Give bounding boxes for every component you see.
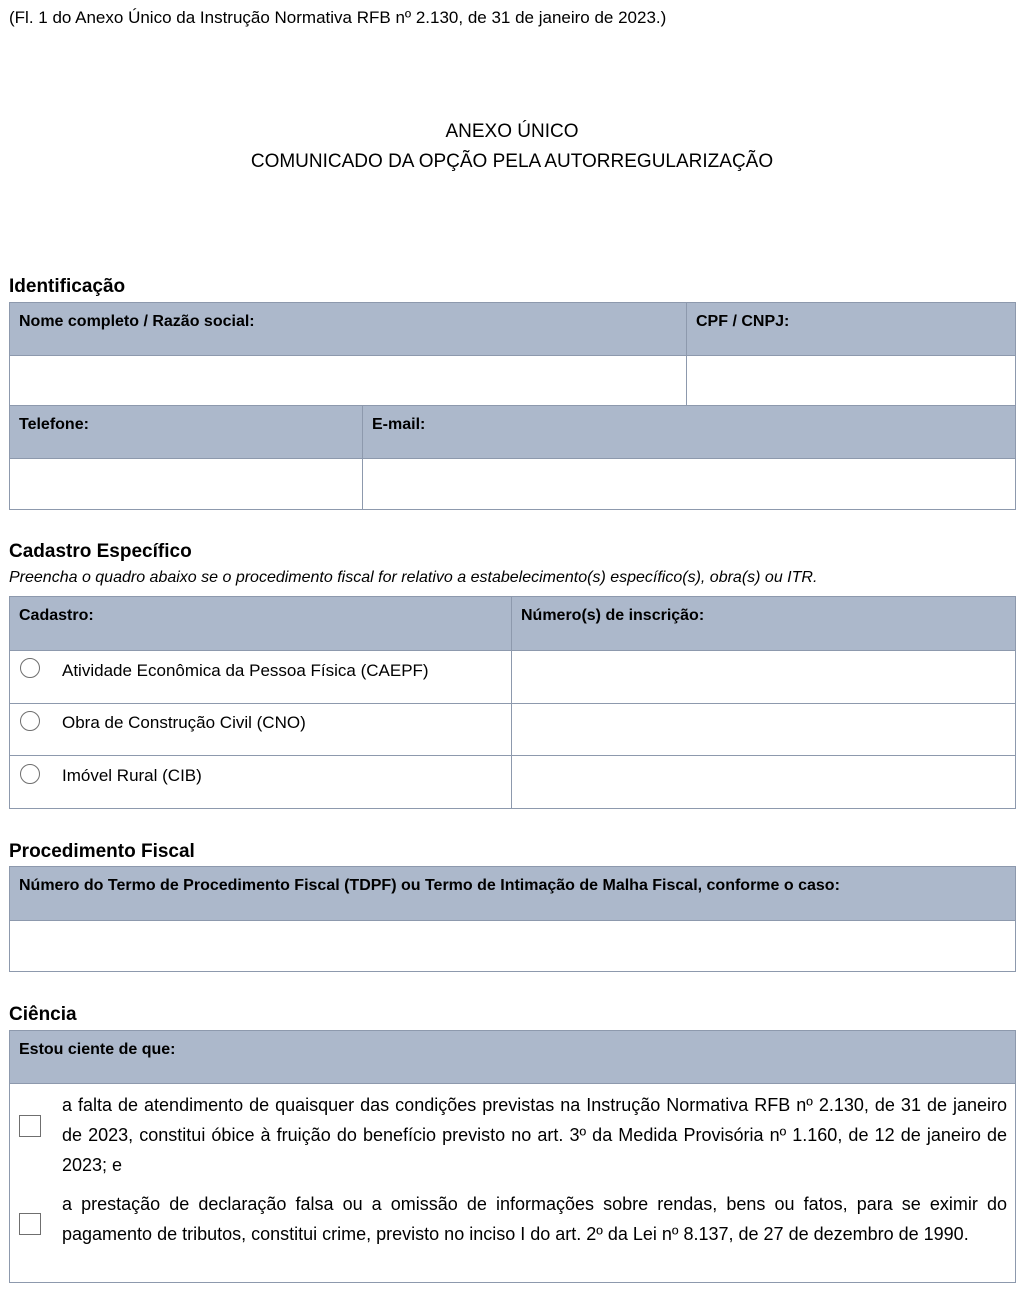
section-title-procedimento: Procedimento Fiscal — [9, 841, 195, 862]
telefone-field[interactable] — [9, 458, 363, 510]
cno-option-label: Obra de Construção Civil (CNO) — [62, 713, 306, 732]
tdpf-label: Número do Termo de Procedimento Fiscal (TDPF) ou Termo de Intimação de Malha Fiscal, conforme o caso: — [9, 866, 1016, 921]
ciencia-checkbox-1[interactable] — [19, 1115, 41, 1137]
section-title-cadastro: Cadastro Específico — [9, 541, 192, 562]
section-title-identificacao: Identificação — [9, 276, 126, 297]
tdpf-field[interactable] — [9, 920, 1016, 972]
caepf-radio[interactable] — [20, 658, 40, 678]
caepf-option-label: Atividade Econômica da Pessoa Física (CAEPF) — [62, 661, 429, 680]
cno-numero-field[interactable] — [511, 703, 1016, 756]
telefone-label: Telefone: — [9, 405, 363, 459]
document-subtitle: COMUNICADO DA OPÇÃO PELA AUTORREGULARIZAÇÃO — [250, 151, 774, 172]
cadastro-label: Cadastro: — [9, 596, 512, 651]
ciencia-box — [9, 1083, 1016, 1283]
email-field[interactable] — [362, 458, 1016, 510]
section-title-ciencia: Ciência — [9, 1004, 77, 1025]
ciencia-label: Estou ciente de que: — [9, 1030, 1016, 1084]
cib-radio[interactable] — [20, 764, 40, 784]
cadastro-option-row — [9, 650, 512, 704]
ciencia-item-1: a falta de atendimento de quaisquer das condições previstas na Instrução Normativa RFB nº 2.130, de 31 de janeiro de 2023, constitui óbice à fruição do benefício previsto no art. 3º da Medida Provisória nº 1.160, de 12 de janeiro de 2023; e — [62, 1095, 1007, 1175]
document-header-note: (Fl. 1 do Anexo Único da Instrução Normativa RFB nº 2.130, de 31 de janeiro de 2023.) — [9, 8, 667, 27]
email-label: E-mail: — [362, 405, 1016, 459]
ciencia-checkbox-2[interactable] — [19, 1213, 41, 1235]
cib-numero-field[interactable] — [511, 755, 1016, 809]
cadastro-option-row — [9, 755, 512, 809]
cpf-cnpj-label: CPF / CNPJ: — [686, 302, 1016, 356]
cpf-cnpj-field[interactable] — [686, 355, 1016, 406]
cadastro-option-row — [9, 703, 512, 756]
caepf-numero-field[interactable] — [511, 650, 1016, 704]
cno-radio[interactable] — [20, 711, 40, 731]
nome-field[interactable] — [9, 355, 687, 406]
document-title: ANEXO ÚNICO — [445, 121, 579, 142]
cib-option-label: Imóvel Rural (CIB) — [62, 766, 202, 785]
nome-label: Nome completo / Razão social: — [9, 302, 687, 356]
numero-inscricao-label: Número(s) de inscrição: — [511, 596, 1016, 651]
cadastro-instruction: Preencha o quadro abaixo se o procedimento fiscal for relativo a estabelecimento(s) específico(s), obra(s) ou ITR. — [9, 569, 818, 586]
ciencia-item-2: a prestação de declaração falsa ou a omissão de informações sobre rendas, bens ou fatos, para se eximir do pagamento de tributos, constitui crime, previsto no inciso I do art. 2º da Lei nº 8.137, de 27 de dezembro de 1990. — [62, 1194, 1007, 1244]
